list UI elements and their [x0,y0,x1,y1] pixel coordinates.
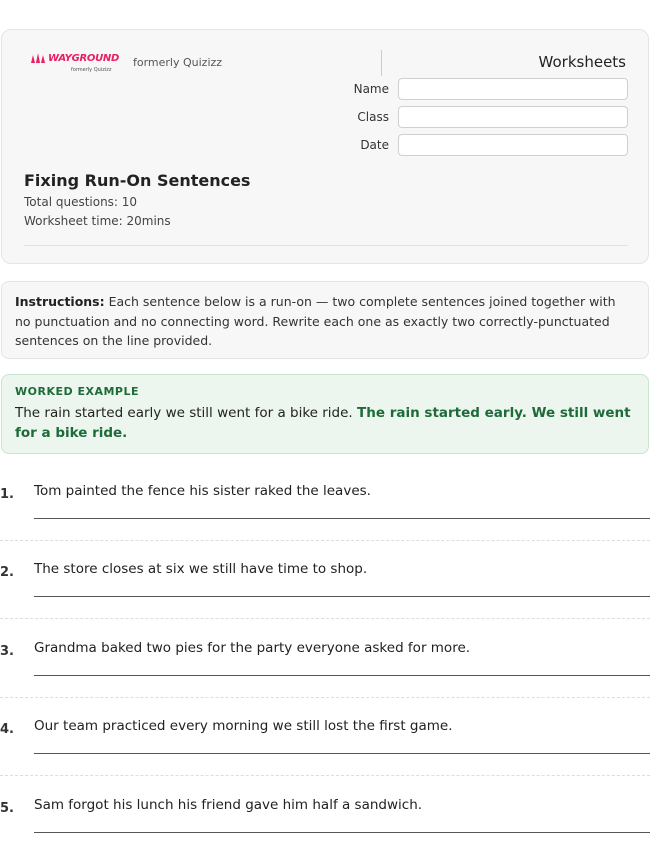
wayground-logo [30,53,120,75]
logo-mark-icon [30,53,46,65]
worksheet-header [1,29,649,264]
answer-line[interactable] [34,832,650,833]
class-field-row [342,106,632,128]
question-number: 5. [0,801,14,816]
question-text: Grandma baked two pies for the party everyone asked for more. [34,640,471,656]
question-text: Tom painted the fence his sister raked the leaves. [34,483,371,499]
worked-example-label: WORKED EXAMPLE [15,385,139,398]
worksheet-time: Worksheet time: 20mins [24,214,171,228]
class-label: Class [357,110,389,124]
answer-line[interactable] [34,518,650,519]
question-text: Our team practiced every morning we still lost the first game. [34,718,453,734]
worked-example-body [15,403,635,443]
question-text: Sam forgot his lunch his friend gave him half a sandwich. [34,797,423,813]
name-label: Name [353,82,389,96]
class-field[interactable] [398,106,628,128]
formerly-label: formerly Quizizz [133,56,223,69]
answer-line[interactable] [34,675,650,676]
name-field[interactable] [398,78,628,100]
worksheet-title: Fixing Run-On Sentences [24,171,251,190]
answer-line[interactable] [34,596,650,597]
logo-wordmark: WAYGROUND [48,53,120,64]
question-separator [0,697,650,698]
question-number: 4. [0,722,14,737]
name-field-row [342,78,632,100]
instructions-label: Instructions: [15,294,105,309]
logo-subtitle: formerly Quizizz [71,67,112,73]
example-answer: The rain started early. We still went for a bike ride. [15,405,631,441]
question-number: 3. [0,644,14,659]
question-separator [0,775,650,776]
date-label: Date [360,138,389,152]
question-number: 1. [0,487,14,502]
date-field-row [342,134,632,156]
question-separator [0,540,650,541]
example-sentence: The rain started early we still went for a bike ride. [15,405,353,421]
total-questions: Total questions: 10 [24,195,138,209]
worked-example-box [1,374,649,454]
header-divider [381,50,382,76]
question-text: The store closes at six we still have time to shop. [34,561,368,577]
date-field[interactable] [398,134,628,156]
answer-line[interactable] [34,753,650,754]
instructions-text: Each sentence below is a run-on — two complete sentences joined together with no punctuation and no connecting word. Rewrite each one as exactly two correctly-punctuated sentences on the line provided. [15,294,616,348]
instructions-box [1,281,649,359]
question-separator [0,618,650,619]
header-rule [24,245,628,246]
worksheet-type-label: Worksheets [538,53,626,71]
question-number: 2. [0,565,14,580]
